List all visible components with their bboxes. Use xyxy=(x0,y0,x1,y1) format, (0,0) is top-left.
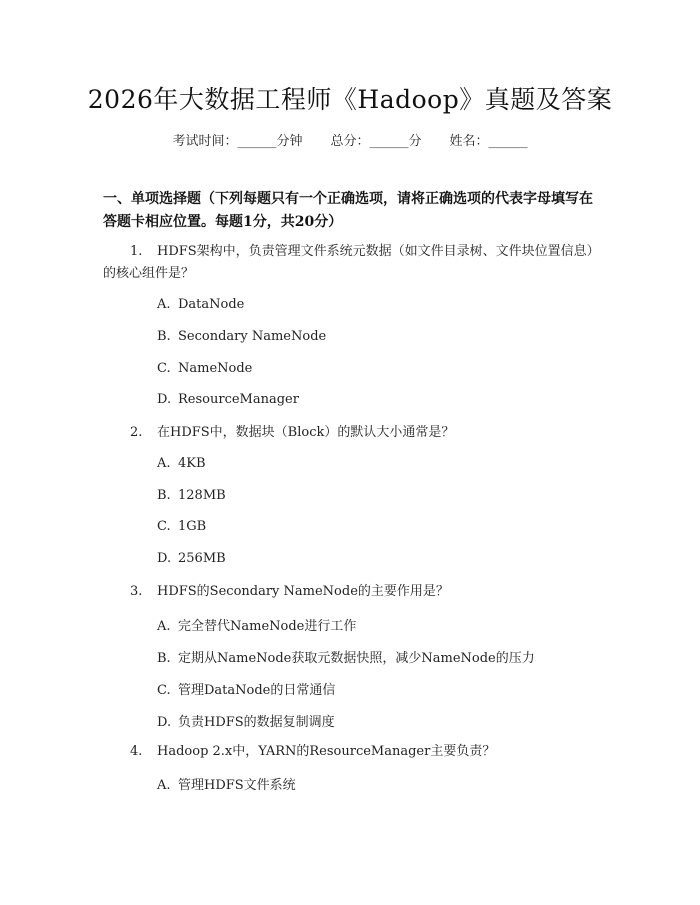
question-1 xyxy=(103,241,598,285)
total-score-label: 总分：______分 xyxy=(330,134,422,149)
question-2 xyxy=(103,422,598,444)
option-letter: A. xyxy=(157,297,171,312)
option-text: 4KB xyxy=(178,456,206,471)
page-title: 2026年大数据工程师《Hadoop》真题及答案 xyxy=(87,85,613,114)
option-letter: D. xyxy=(157,551,172,566)
question-4-option-a xyxy=(157,774,296,793)
student-name-label: 姓名：______ xyxy=(449,134,528,149)
question-2-option-d xyxy=(157,551,226,566)
question-number: 3. xyxy=(130,584,143,599)
exam-time-label: 考试时间：______分钟 xyxy=(172,134,303,149)
option-text: 256MB xyxy=(178,551,226,566)
option-text: 128MB xyxy=(178,488,226,503)
question-2-option-b xyxy=(157,488,226,503)
option-letter: D. xyxy=(157,392,172,407)
question-1-option-a xyxy=(157,297,244,312)
option-letter: C. xyxy=(157,683,171,698)
question-3 xyxy=(103,581,598,603)
option-letter: B. xyxy=(157,488,171,503)
question-3-option-a xyxy=(157,615,356,634)
option-text: NameNode xyxy=(178,361,253,376)
option-text: Secondary NameNode xyxy=(178,329,327,344)
option-text: DataNode xyxy=(178,297,245,312)
option-text: 管理HDFS文件系统 xyxy=(178,778,296,793)
option-text: 完全替代NameNode进行工作 xyxy=(178,619,357,634)
question-1-option-c xyxy=(157,361,252,376)
question-1-option-b xyxy=(157,329,326,344)
question-text: HDFS的Secondary NameNode的主要作用是？ xyxy=(157,584,449,599)
option-text: 负责HDFS的数据复制调度 xyxy=(178,715,335,730)
option-text: ResourceManager xyxy=(178,392,299,407)
question-number: 4. xyxy=(130,744,143,759)
option-letter: A. xyxy=(157,778,171,793)
option-text: 1GB xyxy=(178,519,207,534)
question-4 xyxy=(103,741,598,763)
option-letter: A. xyxy=(157,619,171,634)
question-3-option-b xyxy=(157,647,535,666)
option-letter: C. xyxy=(157,519,171,534)
question-text: Hadoop 2.x中，YARN的ResourceManager主要负责？ xyxy=(157,744,496,759)
question-3-option-d xyxy=(157,711,335,730)
question-number: 2. xyxy=(130,425,143,440)
question-text: HDFS架构中，负责管理文件系统元数据（如文件目录树、文件块位置信息）的核心组件是？ xyxy=(103,244,594,281)
option-letter: D. xyxy=(157,715,172,730)
option-letter: B. xyxy=(157,651,171,666)
question-2-option-c xyxy=(157,519,206,534)
section-heading: 一、单项选择题（下列每题只有一个正确选项，请将正确选项的代表字母填写在答题卡相应位置。每题1分，共20分） xyxy=(103,191,593,230)
question-3-option-c xyxy=(157,679,335,698)
option-letter: B. xyxy=(157,329,171,344)
option-text: 定期从NameNode获取元数据快照，减少NameNode的压力 xyxy=(178,651,535,666)
question-1-option-d xyxy=(157,392,299,407)
question-2-option-a xyxy=(157,456,206,471)
question-number: 1. xyxy=(130,244,143,259)
option-letter: A. xyxy=(157,456,171,471)
exam-info-line xyxy=(0,130,700,149)
option-text: 管理DataNode的日常通信 xyxy=(178,683,336,698)
question-text: 在HDFS中，数据块（Block）的默认大小通常是？ xyxy=(157,425,455,440)
option-letter: C. xyxy=(157,361,171,376)
